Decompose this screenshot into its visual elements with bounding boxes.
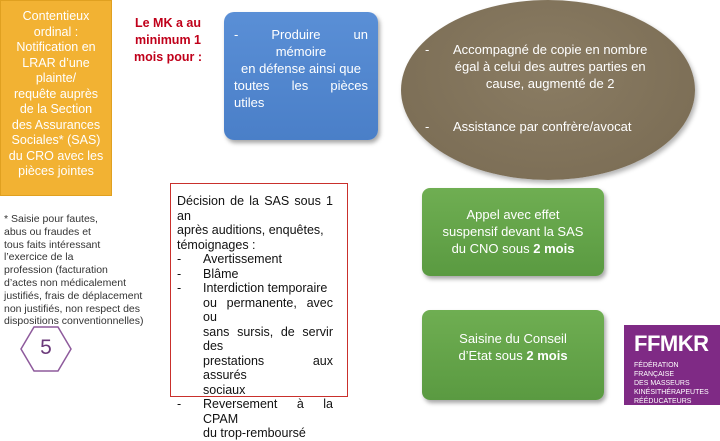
condition-item bbox=[425, 41, 647, 92]
saisine-line: plainte/ bbox=[35, 71, 77, 85]
sanction-line: sociaux bbox=[203, 382, 246, 397]
memoire-line-3: en défense ainsi que bbox=[241, 61, 361, 76]
condition-item bbox=[425, 118, 631, 135]
logo-subtitle bbox=[634, 361, 718, 406]
sanction-text bbox=[203, 281, 341, 397]
memoire-line-2: mémoire bbox=[275, 44, 327, 59]
conseil-etat-box bbox=[422, 310, 604, 400]
condition-line: cause, augmenté de 2 bbox=[485, 76, 615, 91]
logo-subtitle-line: DES MASSEURS bbox=[634, 380, 690, 387]
saisine-line: requête auprès bbox=[13, 86, 99, 101]
saisine-line: pièces jointes bbox=[18, 164, 94, 178]
delai-line: minimum 1 bbox=[135, 33, 201, 47]
appel-line: suspensif devant la SAS bbox=[442, 224, 584, 239]
conditions-ellipse bbox=[401, 0, 695, 180]
memoire-word: toutes bbox=[234, 78, 270, 93]
memoire-line-4 bbox=[234, 77, 368, 94]
footnote bbox=[4, 213, 158, 328]
saisine-line: Notification en bbox=[16, 40, 96, 54]
sanction-line: du trop-remboursé bbox=[203, 426, 306, 440]
memoire-box bbox=[224, 12, 378, 140]
sanction-line: Blâme bbox=[203, 266, 239, 281]
memoire-word: pièces bbox=[330, 78, 368, 93]
footnote-line: dispositions conventionnelles) bbox=[4, 315, 144, 328]
sanction-dash: - bbox=[177, 266, 182, 281]
memoire-word: Produire bbox=[271, 27, 321, 42]
sanction-dash: - bbox=[177, 281, 182, 295]
decision-title-line: Décision de la SAS sous 1 an bbox=[177, 194, 333, 223]
condition-line: égal à celui des autres parties en bbox=[454, 59, 646, 74]
sanction-dash: - bbox=[177, 252, 182, 266]
condition-line: Assistance par confrère/avocat bbox=[453, 119, 632, 134]
condition-text bbox=[453, 41, 647, 92]
footnote-line: profession (facturation bbox=[4, 264, 108, 277]
sanction-item bbox=[177, 267, 341, 282]
conseil-line bbox=[422, 347, 604, 364]
saisine-line: ordinal : bbox=[33, 24, 79, 39]
condition-line: Accompagné de copie en nombre bbox=[453, 42, 648, 57]
saisine-line: LRAR d’une bbox=[22, 55, 90, 70]
conseil-delai: 2 mois bbox=[526, 348, 568, 363]
memoire-line-5: utiles bbox=[234, 95, 265, 110]
saisine-line: du CRO avec les bbox=[8, 148, 104, 163]
saisine-line: Sociales* (SAS) bbox=[11, 133, 101, 147]
sanction-text bbox=[203, 397, 341, 441]
sanction-item bbox=[177, 281, 341, 397]
footnote-line: abus ou fraudes et bbox=[4, 225, 91, 238]
conseil-line: Saisine du Conseil bbox=[459, 331, 567, 346]
delai-line: mois pour : bbox=[133, 50, 203, 64]
saisine-box bbox=[0, 0, 112, 196]
memoire-dash: - bbox=[234, 27, 239, 42]
sanction-line: Avertissement bbox=[203, 252, 282, 266]
footnote-line: l’exercice de la bbox=[4, 251, 74, 264]
decision-title-line: après auditions, enquêtes, bbox=[177, 223, 324, 237]
decision-title-line: témoignages : bbox=[177, 237, 256, 252]
footnote-line: d’actes non médicalement bbox=[4, 276, 126, 289]
footnote-line: * Saisie pour fautes, bbox=[4, 213, 98, 225]
logo-subtitle-line: KINÉSITHÉRAPEUTES bbox=[634, 389, 709, 396]
saisine-line: de la Section bbox=[19, 102, 93, 116]
decision-title bbox=[177, 194, 341, 252]
logo-subtitle-line: RÉÉDUCATEURS bbox=[634, 398, 692, 405]
memoire-word: un bbox=[353, 27, 368, 42]
delai-line: Le MK a au bbox=[135, 16, 201, 30]
sanction-line: ou permanente, avec ou bbox=[203, 295, 333, 324]
saisine-line: des Assurances bbox=[11, 117, 101, 132]
conseil-text: d’Etat sous bbox=[458, 348, 527, 363]
sanction-item bbox=[177, 397, 341, 441]
footnote-line: non justifiés, non respect des bbox=[4, 302, 140, 315]
appel-line bbox=[422, 240, 604, 257]
sanction-line: sans sursis, de servir des bbox=[203, 324, 333, 353]
ffmkr-logo bbox=[624, 325, 720, 405]
footnote-line: justifiés, frais de déplacement bbox=[4, 289, 143, 302]
appel-text: du CNO sous bbox=[451, 241, 534, 256]
sanction-item bbox=[177, 252, 341, 267]
saisine-line: Contentieux bbox=[22, 9, 90, 23]
appel-delai: 2 mois bbox=[533, 241, 575, 256]
memoire-word: les bbox=[291, 78, 309, 93]
appel-line: Appel avec effet bbox=[466, 207, 560, 222]
logo-title: FFMKR bbox=[634, 331, 709, 356]
decision-box bbox=[170, 183, 348, 440]
appel-box bbox=[422, 188, 604, 276]
sanction-dash: - bbox=[177, 397, 182, 411]
page-number: 5 bbox=[40, 336, 52, 359]
logo-subtitle-line: FÉDÉRATION FRANÇAISE bbox=[634, 362, 679, 378]
sanction-line: Reversement à la CPAM bbox=[203, 397, 333, 426]
condition-dash: - bbox=[425, 119, 430, 134]
memoire-line-1 bbox=[234, 26, 368, 43]
footnote-line: tous faits intéressant bbox=[4, 238, 101, 251]
sanction-line: Interdiction temporaire bbox=[203, 281, 328, 295]
condition-dash: - bbox=[425, 42, 430, 57]
sanction-line: prestations aux assurés bbox=[203, 353, 333, 382]
delai-mk-text bbox=[118, 15, 218, 66]
